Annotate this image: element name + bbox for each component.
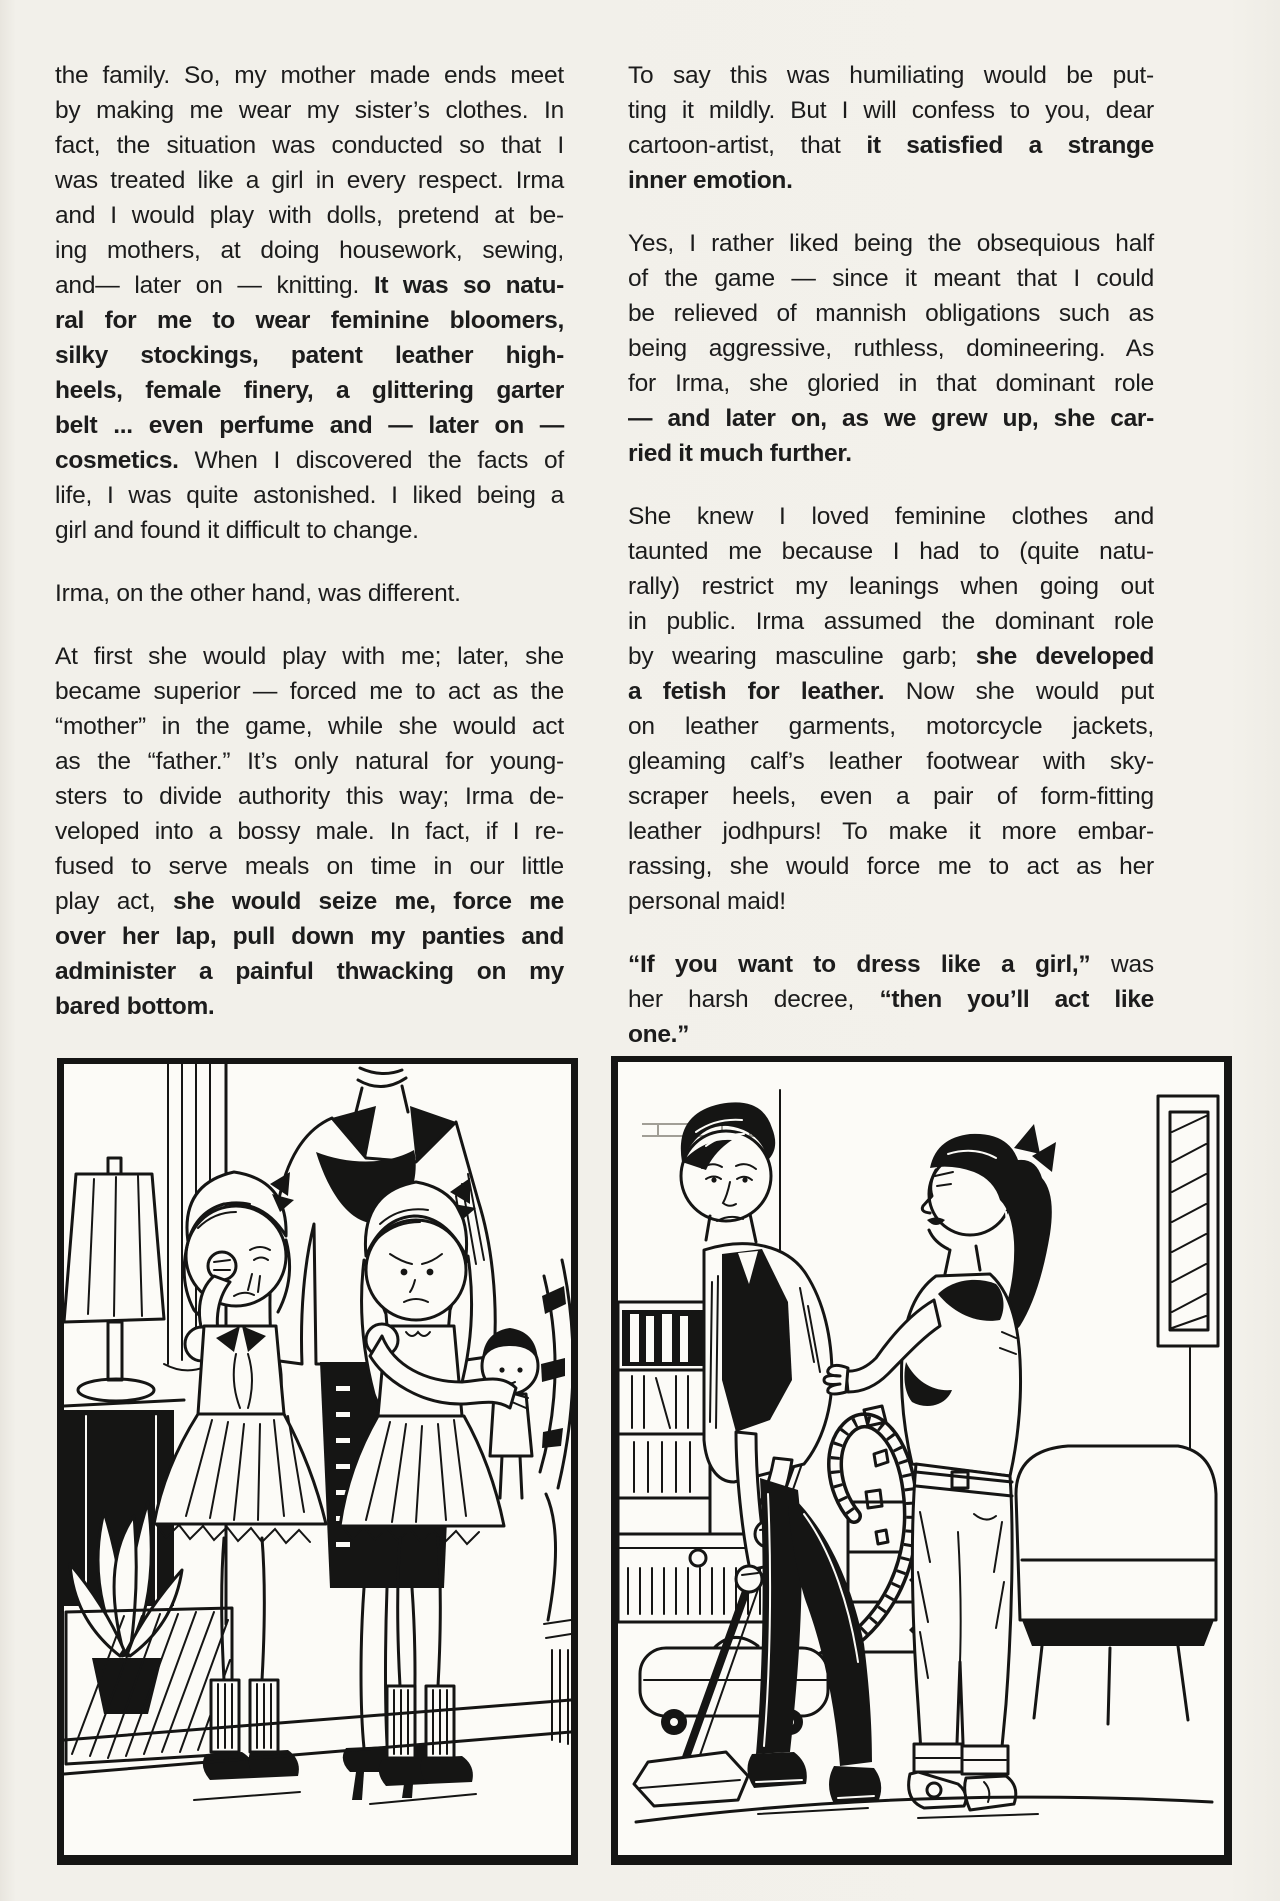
text-line: cartoon-artist, that it satisfied a strange <box>628 132 1154 159</box>
text-line: by wearing masculine garb; she developed <box>628 643 1154 670</box>
text-line: life, I was quite astonished. I liked being a <box>55 482 564 509</box>
comic-panel-left-art <box>64 1064 571 1855</box>
text-line: ing mothers, at doing housework, sewing, <box>55 237 564 264</box>
comic-panel-right-art <box>618 1062 1224 1855</box>
text-line: fused to serve meals on time in our little <box>55 853 564 880</box>
text-line: as the “father.” It’s only natural for young- <box>55 748 564 775</box>
comic-panel-right <box>611 1056 1232 1865</box>
text-line: Yes, I rather liked being the obsequious half <box>628 230 1154 257</box>
paragraph <box>628 58 1154 198</box>
text-line: the family. So, my mother made ends meet <box>55 62 564 89</box>
text-line: play act, she would seize me, force me <box>55 888 564 915</box>
comic-panel-left <box>57 1058 578 1865</box>
paragraph <box>55 639 564 1024</box>
text-line: became superior — forced me to act as the <box>55 678 564 705</box>
text-line: and I would play with dolls, pretend at be- <box>55 202 564 229</box>
text-line: administer a painful thwacking on my <box>55 958 564 985</box>
text-line: scraper heels, even a pair of form-fitting <box>628 783 1154 810</box>
vacuum-nozzle <box>634 1752 748 1806</box>
text-line: taunted me because I had to (quite natu- <box>628 538 1154 565</box>
text-line: rassing, she would force me to act as her <box>628 853 1154 880</box>
text-line: was treated like a girl in every respect. Irma <box>55 167 564 194</box>
text-column-right <box>628 58 1154 1052</box>
text-line: personal maid! <box>628 888 786 915</box>
text-line: ting it mildly. But I will confess to you, dear <box>628 97 1154 124</box>
paragraph <box>628 947 1154 1052</box>
text-line: cosmetics. When I discovered the facts of <box>55 447 564 474</box>
text-line: ried it much further. <box>628 440 852 467</box>
text-line: belt ... even perfume and — later on — <box>55 412 564 439</box>
text-line: At first she would play with me; later, she <box>55 643 564 670</box>
text-line: ral for me to wear feminine bloomers, <box>55 307 564 334</box>
text-line: bared bottom. <box>55 993 215 1020</box>
text-line: sters to divide authority this way; Irma de- <box>55 783 564 810</box>
text-line: She knew I loved feminine clothes and <box>628 503 1154 530</box>
text-line: veloped into a bossy male. In fact, if I re- <box>55 818 564 845</box>
text-line: rally) restrict my leanings when going out <box>628 573 1154 600</box>
text-line: heels, female finery, a glittering garter <box>55 377 564 404</box>
text-line: silky stockings, patent leather high- <box>55 342 564 369</box>
text-line: Irma, on the other hand, was different. <box>55 580 461 607</box>
bookshelf <box>618 1302 710 1534</box>
text-column-left <box>55 58 564 1024</box>
text-line: her harsh decree, “then you’ll act like <box>628 986 1154 1013</box>
girl-with-doll <box>340 1178 538 1786</box>
paragraph <box>55 58 564 548</box>
text-line: be relieved of mannish obligations such as <box>628 300 1154 327</box>
text-line: being aggressive, ruthless, domineering. As <box>628 335 1154 362</box>
text-line: for Irma, she gloried in that dominant role <box>628 370 1154 397</box>
text-line: of the game — since it meant that I could <box>628 265 1154 292</box>
text-line: on leather garments, motorcycle jackets, <box>628 713 1154 740</box>
text-line: “mother” in the game, while she would act <box>55 713 564 740</box>
text-line: gleaming calf’s leather footwear with sky- <box>628 748 1154 775</box>
text-line: in public. Irma assumed the dominant role <box>628 608 1154 635</box>
paragraph <box>628 226 1154 471</box>
text-line: To say this was humiliating would be put- <box>628 62 1154 89</box>
text-line: a fetish for leather. Now she would put <box>628 678 1154 705</box>
text-line: — and later on, as we grew up, she car- <box>628 405 1154 432</box>
text-line: girl and found it difficult to change. <box>55 517 419 544</box>
text-line: and— later on — knitting. It was so natu- <box>55 272 564 299</box>
paragraph <box>628 499 1154 919</box>
text-line: fact, the situation was conducted so that I <box>55 132 564 159</box>
text-line: leather jodhpurs! To make it more embar- <box>628 818 1154 845</box>
text-line: by making me wear my sister’s clothes. In <box>55 97 564 124</box>
text-line: over her lap, pull down my panties and <box>55 923 564 950</box>
text-line: one.” <box>628 1021 690 1048</box>
text-line: inner emotion. <box>628 167 793 194</box>
armchair <box>1016 1446 1216 1724</box>
paragraph <box>55 576 564 611</box>
text-line: “If you want to dress like a girl,” was <box>628 951 1154 978</box>
chair <box>540 1260 571 1744</box>
